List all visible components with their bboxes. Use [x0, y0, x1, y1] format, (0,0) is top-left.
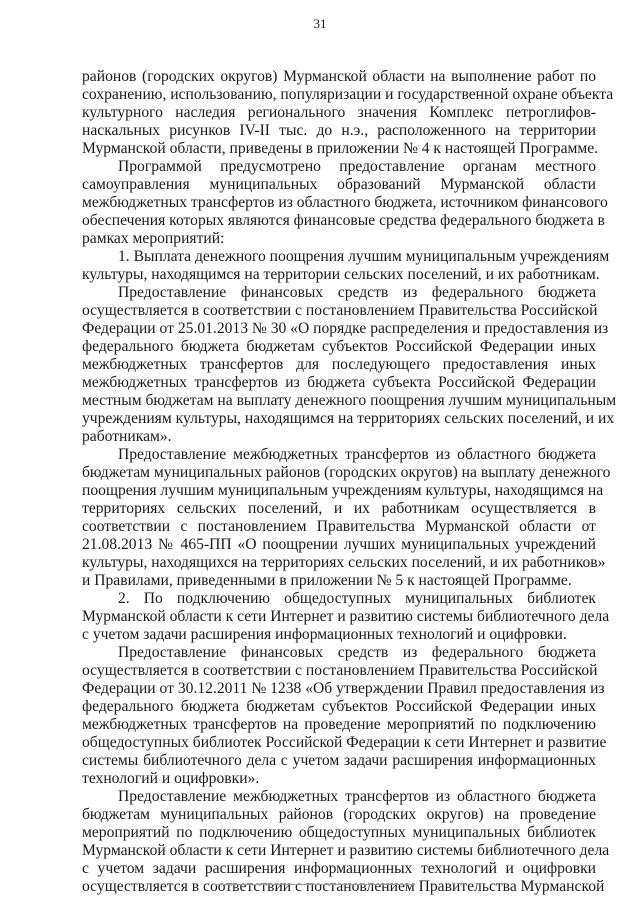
text-line: с учетом задачи расширения информационных технологий и оцифровки: [82, 860, 596, 877]
text-line: бюджетам муниципальных районов (городских округов) на проведение: [82, 806, 596, 823]
text-line: технологий и оцифровки».: [82, 770, 260, 787]
text-line: Федерации от 25.01.2013 № 30 «О порядке распределения и предоставления из: [82, 320, 609, 337]
text-line: Предоставление финансовых средств из федерального бюджета: [118, 284, 596, 301]
text-line: обеспечения которых являются финансовые средства федерального бюджета в: [82, 212, 605, 229]
text-line: межбюджетных трансфертов на проведение мероприятий по подключению: [82, 716, 596, 733]
text-line: 21.08.2013 № 465-ПП «О поощрении лучших муниципальных учреждений: [82, 536, 596, 553]
text-line: местным бюджетам на выплату денежного поощрения лучшим муниципальным: [82, 392, 617, 409]
text-line: районов (городских округов) Мурманской области на выполнение работ по: [82, 68, 596, 85]
text-line: поощрения лучшим муниципальным учреждениям культуры, находящимся на: [82, 482, 604, 499]
text-line: рамках мероприятий:: [82, 230, 225, 247]
text-line: самоуправления муниципальных образований Мурманской области: [82, 176, 596, 193]
text-line: учреждениям культуры, находящимся на территориях сельских поселений, и их: [82, 410, 615, 427]
scan-edge-line: [215, 884, 415, 885]
text-line: Предоставление межбюджетных трансфертов из областного бюджета: [118, 446, 596, 463]
text-line: Федерации от 30.12.2011 № 1238 «Об утверждении Правил предоставления из: [82, 680, 605, 697]
text-line: системы библиотечного дела с учетом задачи расширения информационных: [82, 752, 596, 769]
text-line: Предоставление межбюджетных трансфертов из областного бюджета: [118, 788, 596, 805]
text-line: Мурманской области к сети Интернет и развитию системы библиотечного дела: [82, 608, 610, 625]
text-line: мероприятий по подключению общедоступных муниципальных библиотек: [82, 824, 596, 841]
text-line: общедоступных библиотек Российской Федерации к сети Интернет и развитие: [82, 734, 607, 751]
text-line: осуществляется в соответствии с постановлением Правительства Мурманской: [82, 878, 605, 895]
text-line: территориях сельских поселений, и их работникам осуществляется в: [82, 500, 596, 517]
text-line: культуры, находящимся на территории сельских поселений, и их работникам.: [82, 266, 600, 283]
text-line: межбюджетных трансфертов из бюджета субъекта Российской Федерации: [82, 374, 596, 391]
text-line: межбюджетных трансфертов из областного бюджета, источником финансового: [82, 194, 608, 211]
text-line: федерального бюджета бюджетам субъектов Российской Федерации иных: [82, 338, 596, 355]
text-line: бюджетам муниципальных районов (городских округов) на выплату денежного: [82, 464, 611, 481]
text-line: культурного наследия регионального значения Комплекс петроглифов-: [82, 104, 596, 121]
text-line: работникам».: [82, 428, 172, 445]
text-line: соответствии с постановлением Правительства Мурманской области от: [82, 518, 596, 535]
text-line: Предоставление финансовых средств из федерального бюджета: [118, 644, 596, 661]
text-line: и Правилами, приведенными в приложении № 5 к настоящей Программе.: [82, 572, 572, 589]
text-line: культуры, находящихся на территориях сельских поселений, и их работников»: [82, 554, 606, 571]
text-line: федерального бюджета бюджетам субъектов Российской Федерации иных: [82, 698, 596, 715]
text-line: 1. Выплата денежного поощрения лучшим муниципальным учреждениям: [118, 248, 610, 265]
text-line: Программой предусмотрено предоставление органам местного: [118, 158, 596, 175]
text-line: Мурманской области к сети Интернет и развитию системы библиотечного дела: [82, 842, 610, 859]
page-number: 31: [313, 16, 327, 31]
text-line: осуществляется в соответствии с постановлением Правительства Российской: [82, 302, 598, 319]
text-line: межбюджетных трансфертов для последующего предоставления иных: [82, 356, 596, 373]
text-line: наскальных рисунков IV-II тыс. до н.э., расположенного на территории: [82, 122, 596, 139]
text-line: сохранению, использованию, популяризации и государственной охране объекта: [82, 86, 614, 103]
text-line: 2. По подключению общедоступных муниципальных библиотек: [118, 590, 596, 607]
text-line: Мурманской области, приведены в приложении № 4 к настоящей Программе.: [82, 140, 599, 157]
text-line: с учетом задачи расширения информационных технологий и оцифровки.: [82, 626, 567, 643]
text-line: осуществляется в соответствии с постановлением Правительства Российской: [82, 662, 598, 679]
